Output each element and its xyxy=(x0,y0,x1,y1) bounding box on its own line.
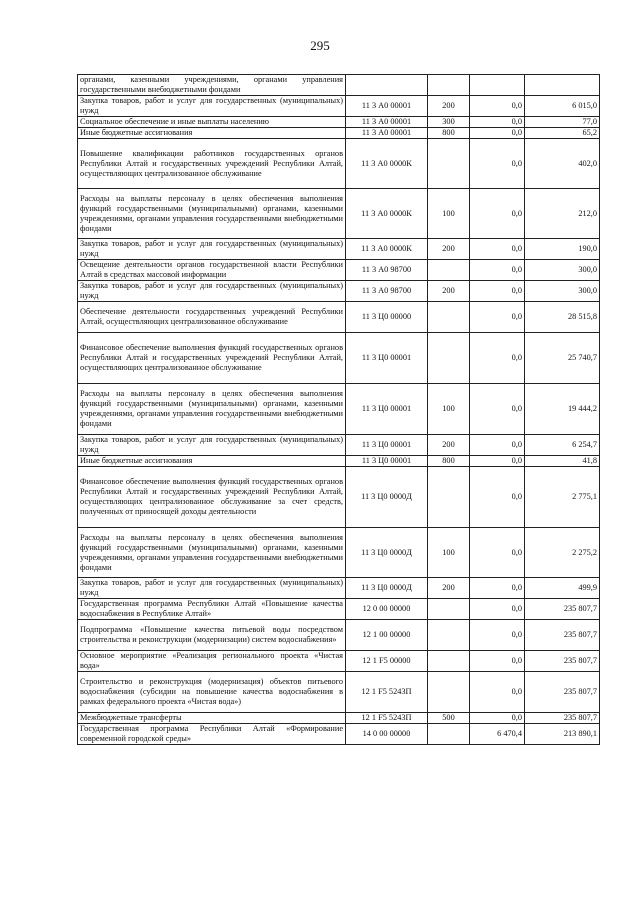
amount-second-cell: 300,0 xyxy=(525,281,600,302)
target-article-code-cell: 11 3 Ц0 00001 xyxy=(346,333,428,384)
expense-name-cell: Обеспечение деятельности государственных учреждений Республики Алтай, осуществляющих централизованное обслуживание xyxy=(78,302,346,333)
expense-name-cell: Повышение квалификации работников государственных органов Республики Алтай и государственных учреждений Республики Алтай, осуществляющих централизованное обслуживание xyxy=(78,139,346,189)
table-row xyxy=(78,467,600,528)
amount-second-cell: 25 740,7 xyxy=(525,333,600,384)
amount-first-cell xyxy=(470,75,525,96)
amount-first-cell: 0,0 xyxy=(470,302,525,333)
page-number: 295 xyxy=(310,38,330,53)
amount-second-cell: 41,8 xyxy=(525,456,600,467)
amount-second-cell: 212,0 xyxy=(525,189,600,239)
expense-type-code-cell xyxy=(428,599,470,620)
expense-name-cell: Расходы на выплаты персоналу в целях обеспечения выполнения функций государственными (муниципальными) органами, казенными учреждениями, органами управления государственными внебюджетными фондами xyxy=(78,189,346,239)
amount-second-cell: 19 444,2 xyxy=(525,384,600,435)
expense-type-code-cell xyxy=(428,620,470,651)
amount-second-cell: 213 890,1 xyxy=(525,724,600,745)
target-article-code-cell: 11 3 Ц0 00000 xyxy=(346,302,428,333)
table-row xyxy=(78,189,600,239)
expense-type-code-cell: 200 xyxy=(428,435,470,456)
amount-first-cell: 0,0 xyxy=(470,713,525,724)
expense-type-code-cell: 100 xyxy=(428,528,470,578)
budget-table xyxy=(77,74,600,745)
table-row xyxy=(78,713,600,724)
amount-second-cell: 235 807,7 xyxy=(525,672,600,713)
amount-second-cell: 499,9 xyxy=(525,578,600,599)
table-row xyxy=(78,302,600,333)
target-article-code-cell: 11 3 А0 00001 xyxy=(346,128,428,139)
amount-second-cell: 6 015,0 xyxy=(525,96,600,117)
target-article-code-cell: 11 3 Ц0 00001 xyxy=(346,384,428,435)
budget-table-body xyxy=(78,75,600,745)
target-article-code-cell: 11 3 А0 98700 xyxy=(346,281,428,302)
amount-first-cell: 0,0 xyxy=(470,651,525,672)
target-article-code-cell: 14 0 00 00000 xyxy=(346,724,428,745)
amount-second-cell xyxy=(525,75,600,96)
expense-type-code-cell xyxy=(428,75,470,96)
amount-second-cell: 6 254,7 xyxy=(525,435,600,456)
amount-first-cell: 0,0 xyxy=(470,384,525,435)
expense-type-code-cell: 500 xyxy=(428,713,470,724)
expense-name-cell: Основное мероприятие «Реализация регионального проекта «Чистая вода» xyxy=(78,651,346,672)
expense-name-cell: Расходы на выплаты персоналу в целях обеспечения выполнения функций государственными (муниципальными) органами, казенными учреждениями, органами управления государственными внебюджетными фондами xyxy=(78,528,346,578)
table-row xyxy=(78,117,600,128)
expense-type-code-cell: 800 xyxy=(428,456,470,467)
target-article-code-cell: 12 1 F5 00000 xyxy=(346,651,428,672)
table-row xyxy=(78,139,600,189)
amount-first-cell: 0,0 xyxy=(470,281,525,302)
amount-second-cell: 2 775,1 xyxy=(525,467,600,528)
expense-type-code-cell xyxy=(428,724,470,745)
expense-name-cell: Закупка товаров, работ и услуг для государственных (муниципальных) нужд xyxy=(78,96,346,117)
amount-first-cell: 0,0 xyxy=(470,139,525,189)
expense-type-code-cell: 300 xyxy=(428,117,470,128)
amount-second-cell: 190,0 xyxy=(525,239,600,260)
table-row xyxy=(78,528,600,578)
amount-first-cell: 0,0 xyxy=(470,333,525,384)
table-row xyxy=(78,96,600,117)
table-row xyxy=(78,599,600,620)
amount-second-cell: 235 807,7 xyxy=(525,713,600,724)
expense-name-cell: Государственная программа Республики Алтай «Формирование современной городской среды» xyxy=(78,724,346,745)
target-article-code-cell: 11 3 Ц0 0000Д xyxy=(346,528,428,578)
target-article-code-cell: 11 3 Ц0 00001 xyxy=(346,435,428,456)
target-article-code-cell: 12 0 00 00000 xyxy=(346,599,428,620)
expense-type-code-cell xyxy=(428,333,470,384)
amount-second-cell: 235 807,7 xyxy=(525,599,600,620)
amount-first-cell: 0,0 xyxy=(470,599,525,620)
target-article-code-cell: 11 3 Ц0 0000Д xyxy=(346,578,428,599)
expense-name-cell: Межбюджетные трансферты xyxy=(78,713,346,724)
expense-name-cell: Освещение деятельности органов государственной власти Республики Алтай в средствах массовой информации xyxy=(78,260,346,281)
amount-first-cell: 0,0 xyxy=(470,128,525,139)
target-article-code-cell: 11 3 А0 00001 xyxy=(346,96,428,117)
target-article-code-cell: 11 3 А0 0000К xyxy=(346,239,428,260)
table-row xyxy=(78,281,600,302)
expense-type-code-cell xyxy=(428,139,470,189)
expense-type-code-cell xyxy=(428,672,470,713)
expense-type-code-cell: 200 xyxy=(428,281,470,302)
table-row xyxy=(78,724,600,745)
expense-name-cell: Финансовое обеспечение выполнения функций государственных органов Республики Алтай и государственных учреждений Республики Алтай, осуществляющих централизованное обслуживание xyxy=(78,333,346,384)
target-article-code-cell: 11 3 А0 0000К xyxy=(346,189,428,239)
table-row xyxy=(78,456,600,467)
table-row xyxy=(78,620,600,651)
target-article-code-cell: 11 3 Ц0 0000Д xyxy=(346,467,428,528)
expense-type-code-cell: 200 xyxy=(428,96,470,117)
amount-first-cell: 0,0 xyxy=(470,117,525,128)
expense-name-cell: органами, казенными учреждениями, органами управления государственными внебюджетными фондами xyxy=(78,75,346,96)
amount-second-cell: 2 275,2 xyxy=(525,528,600,578)
table-row xyxy=(78,260,600,281)
amount-second-cell: 65,2 xyxy=(525,128,600,139)
amount-second-cell: 402,0 xyxy=(525,139,600,189)
amount-first-cell: 0,0 xyxy=(470,578,525,599)
amount-first-cell: 0,0 xyxy=(470,528,525,578)
expense-name-cell: Расходы на выплаты персоналу в целях обеспечения выполнения функций государственными (муниципальными) органами, казенными учреждениями, органами управления государственными внебюджетными фондами xyxy=(78,384,346,435)
expense-type-code-cell xyxy=(428,651,470,672)
expense-name-cell: Государственная программа Республики Алтай «Повышение качества водоснабжения в Республике Алтай» xyxy=(78,599,346,620)
target-article-code-cell: 12 1 00 00000 xyxy=(346,620,428,651)
target-article-code-cell: 11 3 А0 00001 xyxy=(346,117,428,128)
table-row xyxy=(78,333,600,384)
table-row xyxy=(78,384,600,435)
amount-second-cell: 300,0 xyxy=(525,260,600,281)
expense-type-code-cell: 800 xyxy=(428,128,470,139)
amount-first-cell: 0,0 xyxy=(470,189,525,239)
amount-first-cell: 0,0 xyxy=(470,435,525,456)
expense-name-cell: Закупка товаров, работ и услуг для государственных (муниципальных) нужд xyxy=(78,578,346,599)
expense-name-cell: Строительство и реконструкция (модернизация) объектов питьевого водоснабжения (субсидии на повышение качества водоснабжения в рамках федерального проекта «Чистая вода») xyxy=(78,672,346,713)
table-row xyxy=(78,578,600,599)
target-article-code-cell: 12 1 F5 5243П xyxy=(346,713,428,724)
amount-first-cell: 0,0 xyxy=(470,620,525,651)
amount-first-cell: 0,0 xyxy=(470,96,525,117)
amount-first-cell: 6 470,4 xyxy=(470,724,525,745)
table-row xyxy=(78,128,600,139)
expense-type-code-cell xyxy=(428,260,470,281)
amount-first-cell: 0,0 xyxy=(470,672,525,713)
table-row xyxy=(78,239,600,260)
expense-name-cell: Иные бюджетные ассигнования xyxy=(78,456,346,467)
expense-type-code-cell: 200 xyxy=(428,578,470,599)
expense-name-cell: Закупка товаров, работ и услуг для государственных (муниципальных) нужд xyxy=(78,239,346,260)
expense-type-code-cell xyxy=(428,302,470,333)
expense-name-cell: Финансовое обеспечение выполнения функций государственных органов Республики Алтай и государственных учреждений Республики Алтай, осуществляющих централизованное обслуживание за счет средств, полученных от приносящей доходы деятельности xyxy=(78,467,346,528)
table-row xyxy=(78,75,600,96)
expense-type-code-cell: 100 xyxy=(428,189,470,239)
expense-name-cell: Закупка товаров, работ и услуг для государственных (муниципальных) нужд xyxy=(78,435,346,456)
table-row xyxy=(78,651,600,672)
target-article-code-cell xyxy=(346,75,428,96)
expense-type-code-cell: 100 xyxy=(428,384,470,435)
table-row xyxy=(78,672,600,713)
expense-name-cell: Подпрограмма «Повышение качества питьевой воды посредством строительства и реконструкции (модернизации) систем водоснабжения» xyxy=(78,620,346,651)
target-article-code-cell: 11 3 А0 98700 xyxy=(346,260,428,281)
expense-name-cell: Социальное обеспечение и иные выплаты населению xyxy=(78,117,346,128)
expense-type-code-cell: 200 xyxy=(428,239,470,260)
amount-second-cell: 28 515,8 xyxy=(525,302,600,333)
amount-first-cell: 0,0 xyxy=(470,239,525,260)
expense-name-cell: Иные бюджетные ассигнования xyxy=(78,128,346,139)
target-article-code-cell: 11 3 Ц0 00001 xyxy=(346,456,428,467)
amount-second-cell: 77,0 xyxy=(525,117,600,128)
amount-first-cell: 0,0 xyxy=(470,456,525,467)
table-row xyxy=(78,435,600,456)
amount-second-cell: 235 807,7 xyxy=(525,620,600,651)
amount-second-cell: 235 807,7 xyxy=(525,651,600,672)
amount-first-cell: 0,0 xyxy=(470,260,525,281)
target-article-code-cell: 11 3 А0 0000К xyxy=(346,139,428,189)
expense-type-code-cell xyxy=(428,467,470,528)
target-article-code-cell: 12 1 F5 5243П xyxy=(346,672,428,713)
expense-name-cell: Закупка товаров, работ и услуг для государственных (муниципальных) нужд xyxy=(78,281,346,302)
amount-first-cell: 0,0 xyxy=(470,467,525,528)
